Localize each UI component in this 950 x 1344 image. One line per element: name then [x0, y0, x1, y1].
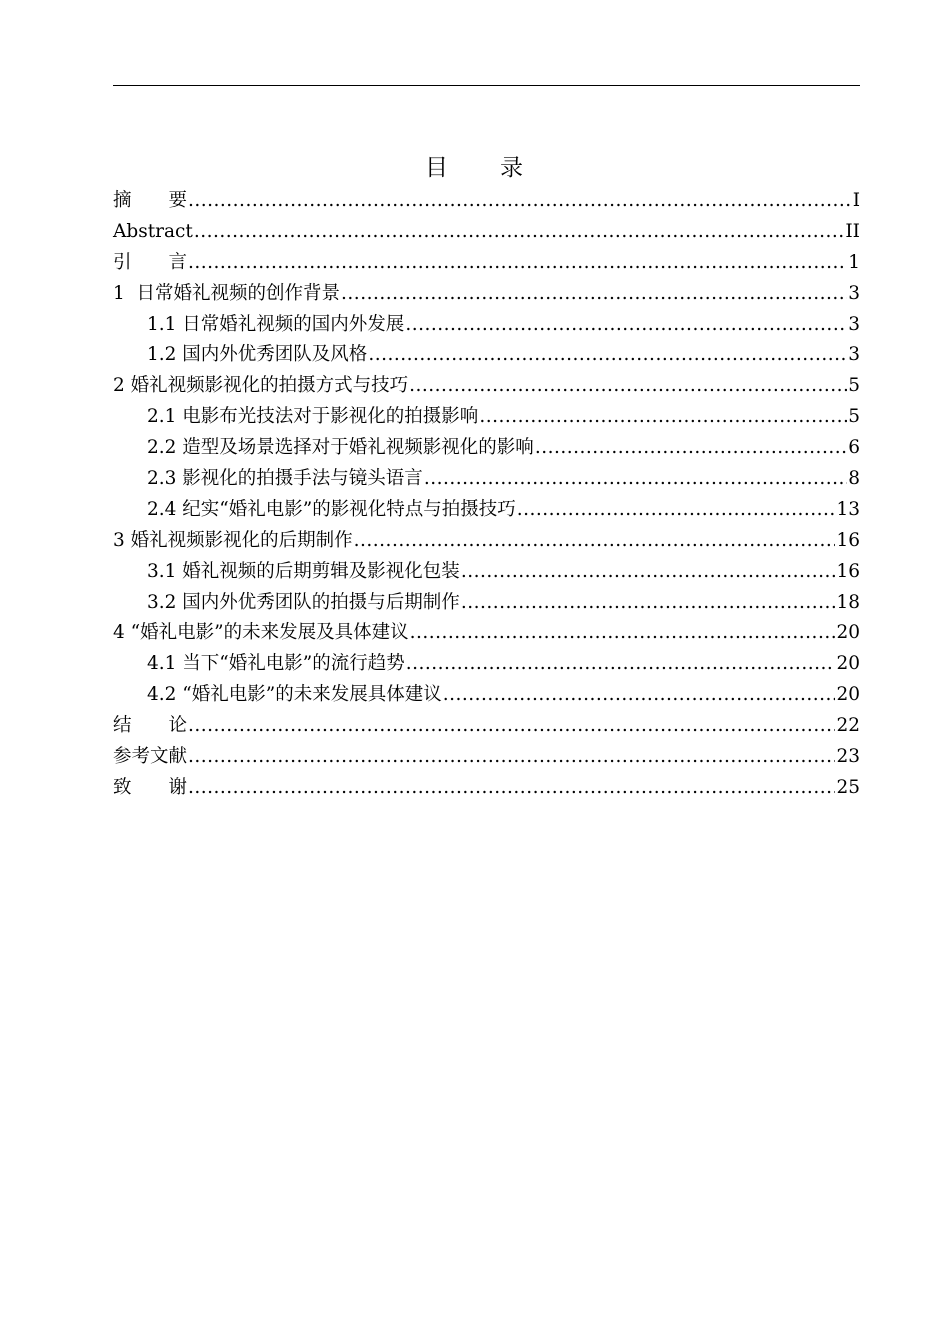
toc-dot-leader: [188, 742, 835, 773]
toc-entry-page: 3: [848, 282, 860, 304]
toc-entry[interactable]: [113, 618, 860, 649]
toc-subentry[interactable]: [113, 649, 860, 680]
toc-list: [113, 186, 860, 804]
toc-dot-leader: [461, 588, 836, 619]
toc-entry-label: 4.2 “婚礼电影”的未来发展具体建议: [147, 684, 442, 706]
toc-dot-leader: [188, 773, 835, 804]
toc-dot-leader: [188, 248, 847, 279]
toc-dot-leader: [368, 340, 847, 371]
toc-entry[interactable]: [113, 371, 860, 402]
toc-subentry[interactable]: [113, 310, 860, 341]
toc-dot-leader: [406, 649, 836, 680]
toc-subentry[interactable]: [113, 680, 860, 711]
toc-entry-label: 参考文献: [113, 746, 188, 768]
toc-entry-label: 引 言: [113, 251, 188, 273]
toc-title: 目 录: [425, 155, 525, 181]
toc-entry[interactable]: [113, 526, 860, 557]
toc-dot-leader: [194, 217, 845, 248]
toc-entry[interactable]: [113, 742, 860, 773]
toc-entry[interactable]: [113, 279, 860, 310]
toc-entry-page: 16: [836, 560, 860, 582]
toc-subentry[interactable]: [113, 340, 860, 371]
toc-subentry[interactable]: [113, 433, 860, 464]
toc-entry-label: 致 谢: [113, 776, 188, 798]
toc-entry-page: 18: [836, 591, 860, 613]
toc-entry[interactable]: [113, 773, 860, 804]
toc-entry-page: 8: [848, 468, 860, 490]
toc-entry-label: 结 论: [113, 715, 188, 737]
toc-entry[interactable]: [113, 186, 860, 217]
toc-entry-page: 20: [836, 684, 860, 706]
toc-entry-label: 2.2 造型及场景选择对于婚礼视频影视化的影响: [147, 437, 534, 459]
toc-subentry[interactable]: [113, 402, 860, 433]
toc-dot-leader: [424, 464, 847, 495]
toc-subentry[interactable]: [113, 464, 860, 495]
toc-dot-leader: [535, 433, 847, 464]
toc-entry-page: 20: [836, 653, 860, 675]
toc-entry-page: 20: [836, 622, 860, 644]
toc-dot-leader: [410, 618, 836, 649]
toc-entry-page: 23: [836, 746, 860, 768]
toc-entry-label: 2.1 电影布光技法对于影视化的拍摄影响: [147, 406, 479, 428]
toc-entry-label: 3 婚礼视频影视化的后期制作: [113, 529, 353, 551]
toc-entry-label: 2 婚礼视频影视化的拍摄方式与技巧: [113, 375, 409, 397]
toc-entry-label: 2.3 影视化的拍摄手法与镜头语言: [147, 468, 423, 490]
toc-entry-page: 13: [836, 498, 860, 520]
toc-dot-leader: [461, 557, 836, 588]
toc-entry-page: II: [845, 220, 860, 242]
toc-entry-page: I: [852, 190, 860, 211]
toc-dot-leader: [188, 711, 835, 742]
toc-entry-label: 1.2 国内外优秀团队及风格: [147, 344, 368, 366]
toc-entry-label: 摘 要: [113, 190, 188, 211]
toc-entry-label: Abstract: [113, 220, 193, 242]
toc-entry-label: 2.4 纪实“婚礼电影”的影视化特点与拍摄技巧: [147, 498, 516, 520]
toc-dot-leader: [354, 526, 836, 557]
toc-entry-page: 1: [848, 251, 860, 273]
toc-dot-leader: [405, 310, 847, 341]
toc-entry-label: 1 日常婚礼视频的创作背景: [113, 282, 341, 304]
toc-entry-label: 3.2 国内外优秀团队的拍摄与后期制作: [147, 591, 460, 613]
toc-entry-label: 4.1 当下“婚礼电影”的流行趋势: [147, 653, 405, 675]
toc-dot-leader: [479, 402, 847, 433]
toc-entry-page: 5: [848, 375, 860, 397]
toc-entry-page: 25: [836, 776, 860, 798]
toc-dot-leader: [517, 495, 836, 526]
toc-entry-page: 16: [836, 529, 860, 551]
toc-entry-page: 6: [848, 437, 860, 459]
toc-subentry[interactable]: [113, 495, 860, 526]
toc-dot-leader: [443, 680, 836, 711]
toc-entry[interactable]: [113, 248, 860, 279]
toc-entry[interactable]: [113, 711, 860, 742]
toc-subentry[interactable]: [113, 557, 860, 588]
toc-entry-page: 5: [848, 406, 860, 428]
toc-dot-leader: [188, 186, 852, 217]
toc-entry-page: 3: [848, 344, 860, 366]
toc-dot-leader: [341, 279, 847, 310]
toc-dot-leader: [409, 371, 847, 402]
toc-entry-label: 1.1 日常婚礼视频的国内外发展: [147, 313, 405, 335]
toc-entry-label: 4 “婚礼电影”的未来发展及具体建议: [113, 622, 409, 644]
toc-entry-page: 3: [848, 313, 860, 335]
header-rule: [113, 85, 860, 86]
toc-entry-page: 22: [836, 715, 860, 737]
toc-entry[interactable]: [113, 217, 860, 248]
toc-entry-label: 3.1 婚礼视频的后期剪辑及影视化包装: [147, 560, 460, 582]
toc-subentry[interactable]: [113, 588, 860, 619]
